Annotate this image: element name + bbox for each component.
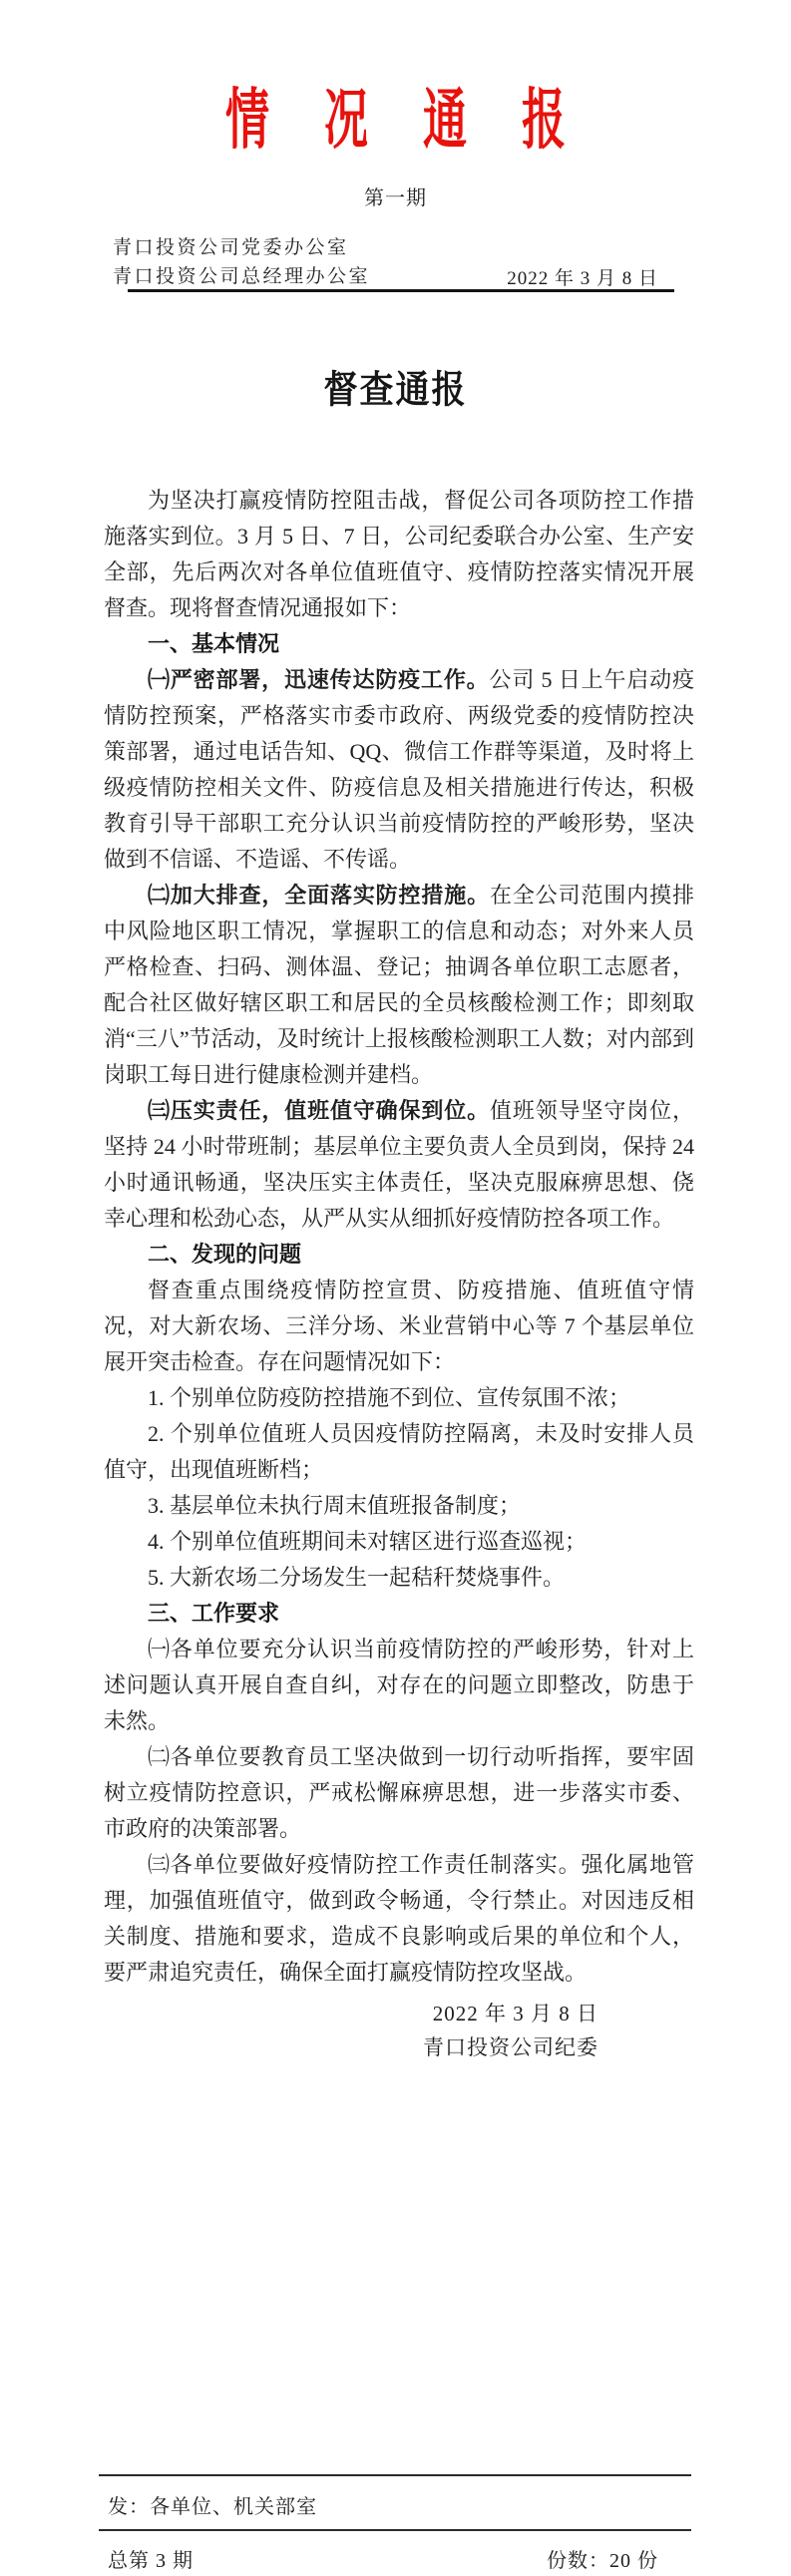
signature-block <box>423 1997 598 2064</box>
issuing-org-gm-office: 青口投资公司总经理办公室 <box>113 266 371 287</box>
problem-item-3: 3. 基层单位未执行周末值班报备制度； <box>148 1493 522 1518</box>
footer-rule-top <box>99 2474 691 2476</box>
footer-rule-middle <box>99 2529 691 2531</box>
document-body <box>104 483 694 1991</box>
distribution-line: 发：各单位、机关部室 <box>108 2496 317 2518</box>
problem-item-4: 4. 个别单位值班期间未对辖区进行巡查巡视； <box>148 1529 588 1554</box>
section1-paragraph-2-lead: ㈡加大排查，全面落实防控措施。 <box>148 883 491 908</box>
section1-paragraph-3-text: 值班领导坚守岗位，坚持 24 小时带班制；基层单位主要负责人全员到岗，保持 24 小时通讯畅通，坚决压实主体责任，坚决克服麻痹思想、侥幸心理和松劲心态，从严从实从细抓好疫情防控各项工作。 <box>104 1098 694 1231</box>
section1-paragraph-2-text: 在全公司范围内摸排中风险地区职工情况，掌握职工的信息和动态；对外来人员严格检查、扫码、测体温、登记；抽调各单位职工志愿者，配合社区做好辖区职工和居民的全员核酸检测工作；即刻取消“三八”节活动，及时统计上报核酸检测职工人数；对内部到岗职工每日进行健康检测并建档。 <box>104 883 694 1087</box>
signature-date: 2022 年 3 月 8 日 <box>432 2002 598 2025</box>
section1-heading: 一、基本情况 <box>148 631 280 656</box>
section1-paragraph-2 <box>104 878 694 1093</box>
problem-item-5: 5. 大新农场二分场发生一起秸秆焚烧事件。 <box>148 1565 566 1590</box>
issue-number: 第一期 <box>364 187 427 209</box>
intro-paragraph: 为坚决打赢疫情防控阻击战，督促公司各项防控工作措施落实到位。3 月 5 日、7 日，公司纪委联合办公室、生产安全部，先后两次对各单位值班值守、疫情防控落实情况开展督查。现将督查情况通报如下： <box>104 488 694 620</box>
issue-total: 总第 3 期 <box>108 2550 194 2572</box>
copies-count: 份数：20 份 <box>547 2550 658 2572</box>
section1-paragraph-3 <box>104 1093 694 1237</box>
section3-paragraph-1: ㈠各单位要充分认识当前疫情防控的严峻形势，针对上述问题认真开展自查自纠，对存在的问题立即整改，防患于未然。 <box>104 1637 694 1733</box>
issuing-org-party-office: 青口投资公司党委办公室 <box>113 237 349 258</box>
section1-paragraph-1-text: 公司 5 日上午启动疫情防控预案，严格落实市委市政府、两级党委的疫情防控决策部署，通过电话告知、QQ、微信工作群等渠道，及时将上级疫情防控相关文件、防疫信息及相关措施进行传达，积极教育引导干部职工充分认识当前疫情防控的严峻形势，坚决做到不信谣、不造谣、不传谣。 <box>104 667 694 872</box>
section1-paragraph-3-lead: ㈢压实责任，值班值守确保到位。 <box>148 1098 491 1123</box>
header-divider-rule <box>128 289 674 292</box>
issuing-orgs <box>113 233 370 291</box>
section3-heading: 三、工作要求 <box>148 1601 280 1626</box>
masthead-title: 情 况 通 报 <box>225 84 588 158</box>
section2-intro: 督查重点围绕疫情防控宣贯、防疫措施、值班值守情况，对大新农场、三洋分场、米业营销中心等 7 个基层单位展开突击检查。存在问题情况如下： <box>104 1278 694 1374</box>
signature-org: 青口投资公司纪委 <box>423 2035 598 2059</box>
document-title: 督查通报 <box>323 369 468 412</box>
section1-paragraph-1-lead: ㈠严密部署，迅速传达防疫工作。 <box>148 667 490 692</box>
problem-item-1: 1. 个别单位防疫防控措施不到位、宣传氛围不浓； <box>148 1385 631 1410</box>
section3-paragraph-2: ㈡各单位要教育员工坚决做到一切行动听指挥，要牢固树立疫情防控意识，严戒松懈麻痹思想，进一步落实市委、市政府的决策部署。 <box>104 1744 694 1841</box>
header-date: 2022 年 3 月 8 日 <box>507 268 658 289</box>
section3-paragraph-3: ㈢各单位要做好疫情防控工作责任制落实。强化属地管理，加强值班值守，做到政令畅通，令行禁止。对因违反相关制度、措施和要求，造成不良影响或后果的单位和个人，要严肃追究责任，确保全面打赢疫情防控攻坚战。 <box>104 1852 694 1985</box>
problem-item-2: 2. 个别单位值班人员因疫情防控隔离，未及时安排人员值守，出现值班断档； <box>104 1421 694 1482</box>
section1-paragraph-1 <box>104 662 694 878</box>
section2-heading: 二、发现的问题 <box>148 1242 302 1267</box>
